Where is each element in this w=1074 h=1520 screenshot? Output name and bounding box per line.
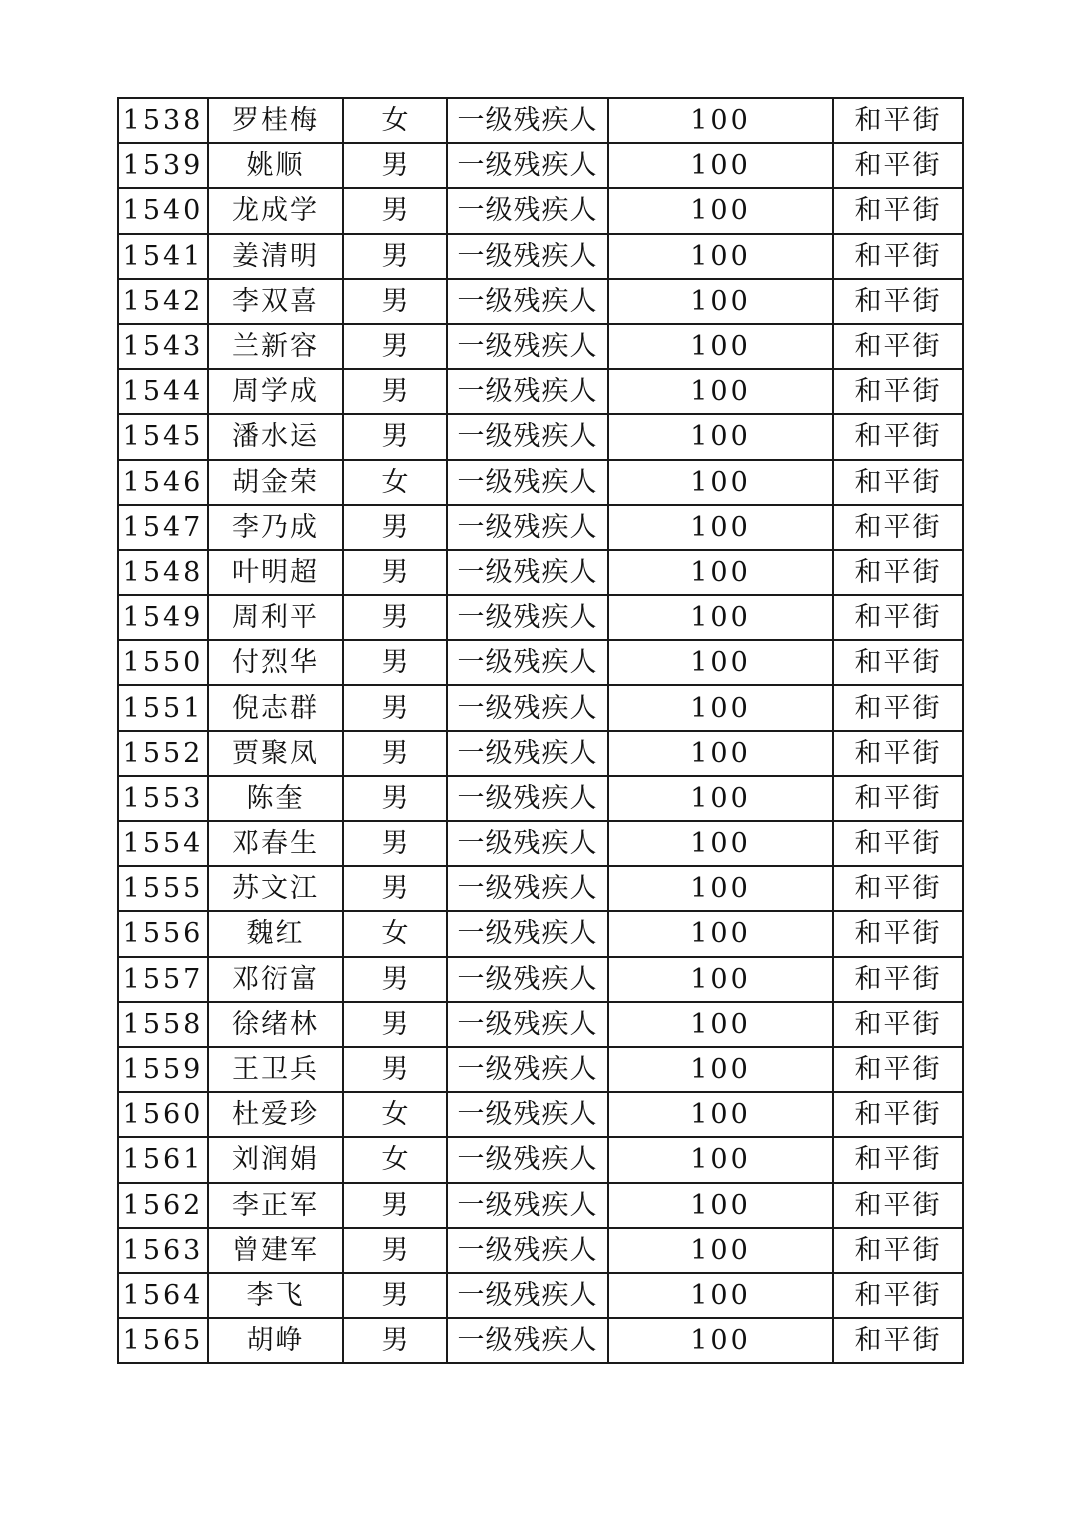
- table-row: [118, 324, 963, 369]
- disability-level-cell: 一级残疾人: [447, 866, 608, 911]
- amount-cell: 100: [608, 1002, 833, 1047]
- district-cell: 和平街: [833, 595, 963, 640]
- serial-number-cell: 1542: [118, 279, 208, 324]
- disability-level-cell: 一级残疾人: [447, 731, 608, 776]
- table-row: [118, 505, 963, 550]
- amount-cell: 100: [608, 731, 833, 776]
- disability-level-cell: 一级残疾人: [447, 550, 608, 595]
- table-row: [118, 1318, 963, 1363]
- serial-number-cell: 1563: [118, 1228, 208, 1273]
- name-cell: 兰新容: [208, 324, 343, 369]
- table-row: [118, 911, 963, 956]
- table-row: [118, 731, 963, 776]
- amount-cell: 100: [608, 821, 833, 866]
- disability-level-cell: 一级残疾人: [447, 911, 608, 956]
- district-cell: 和平街: [833, 234, 963, 279]
- gender-cell: 女: [343, 911, 447, 956]
- table-row: [118, 595, 963, 640]
- gender-cell: 男: [343, 324, 447, 369]
- table-row: [118, 1137, 963, 1182]
- serial-number-cell: 1558: [118, 1002, 208, 1047]
- serial-number-cell: 1547: [118, 505, 208, 550]
- disability-level-cell: 一级残疾人: [447, 595, 608, 640]
- disability-level-cell: 一级残疾人: [447, 1273, 608, 1318]
- serial-number-cell: 1551: [118, 685, 208, 730]
- amount-cell: 100: [608, 1137, 833, 1182]
- name-cell: 龙成学: [208, 188, 343, 233]
- district-cell: 和平街: [833, 460, 963, 505]
- serial-number-cell: 1546: [118, 460, 208, 505]
- district-cell: 和平街: [833, 324, 963, 369]
- gender-cell: 男: [343, 866, 447, 911]
- amount-cell: 100: [608, 188, 833, 233]
- table-row: [118, 776, 963, 821]
- name-cell: 倪志群: [208, 685, 343, 730]
- amount-cell: 100: [608, 143, 833, 188]
- amount-cell: 100: [608, 1047, 833, 1092]
- gender-cell: 男: [343, 1002, 447, 1047]
- district-cell: 和平街: [833, 505, 963, 550]
- serial-number-cell: 1550: [118, 640, 208, 685]
- table-row: [118, 550, 963, 595]
- name-cell: 王卫兵: [208, 1047, 343, 1092]
- district-cell: 和平街: [833, 640, 963, 685]
- amount-cell: 100: [608, 550, 833, 595]
- disability-level-cell: 一级残疾人: [447, 98, 608, 143]
- disability-level-cell: 一级残疾人: [447, 279, 608, 324]
- amount-cell: 100: [608, 1228, 833, 1273]
- gender-cell: 男: [343, 1318, 447, 1363]
- serial-number-cell: 1559: [118, 1047, 208, 1092]
- serial-number-cell: 1552: [118, 731, 208, 776]
- district-cell: 和平街: [833, 98, 963, 143]
- serial-number-cell: 1538: [118, 98, 208, 143]
- gender-cell: 男: [343, 776, 447, 821]
- gender-cell: 女: [343, 1092, 447, 1137]
- name-cell: 李乃成: [208, 505, 343, 550]
- roster-table: [117, 97, 964, 1364]
- name-cell: 苏文江: [208, 866, 343, 911]
- district-cell: 和平街: [833, 550, 963, 595]
- disability-level-cell: 一级残疾人: [447, 143, 608, 188]
- disability-level-cell: 一级残疾人: [447, 1002, 608, 1047]
- serial-number-cell: 1540: [118, 188, 208, 233]
- name-cell: 胡金荣: [208, 460, 343, 505]
- amount-cell: 100: [608, 1092, 833, 1137]
- gender-cell: 男: [343, 957, 447, 1002]
- disability-level-cell: 一级残疾人: [447, 821, 608, 866]
- amount-cell: 100: [608, 279, 833, 324]
- name-cell: 付烈华: [208, 640, 343, 685]
- disability-level-cell: 一级残疾人: [447, 1047, 608, 1092]
- name-cell: 胡峥: [208, 1318, 343, 1363]
- name-cell: 周利平: [208, 595, 343, 640]
- gender-cell: 男: [343, 505, 447, 550]
- gender-cell: 男: [343, 188, 447, 233]
- name-cell: 刘润娟: [208, 1137, 343, 1182]
- disability-level-cell: 一级残疾人: [447, 414, 608, 459]
- serial-number-cell: 1560: [118, 1092, 208, 1137]
- disability-level-cell: 一级残疾人: [447, 957, 608, 1002]
- gender-cell: 男: [343, 821, 447, 866]
- disability-level-cell: 一级残疾人: [447, 505, 608, 550]
- name-cell: 魏红: [208, 911, 343, 956]
- amount-cell: 100: [608, 640, 833, 685]
- district-cell: 和平街: [833, 776, 963, 821]
- name-cell: 姜清明: [208, 234, 343, 279]
- name-cell: 贾聚凤: [208, 731, 343, 776]
- amount-cell: 100: [608, 460, 833, 505]
- name-cell: 李飞: [208, 1273, 343, 1318]
- disability-level-cell: 一级残疾人: [447, 776, 608, 821]
- serial-number-cell: 1555: [118, 866, 208, 911]
- name-cell: 李双喜: [208, 279, 343, 324]
- disability-level-cell: 一级残疾人: [447, 1318, 608, 1363]
- table-row: [118, 1002, 963, 1047]
- gender-cell: 男: [343, 731, 447, 776]
- gender-cell: 男: [343, 550, 447, 595]
- gender-cell: 男: [343, 1183, 447, 1228]
- table-row: [118, 685, 963, 730]
- district-cell: 和平街: [833, 1047, 963, 1092]
- name-cell: 徐绪林: [208, 1002, 343, 1047]
- table-row: [118, 957, 963, 1002]
- amount-cell: 100: [608, 911, 833, 956]
- table-row: [118, 866, 963, 911]
- district-cell: 和平街: [833, 369, 963, 414]
- serial-number-cell: 1556: [118, 911, 208, 956]
- serial-number-cell: 1553: [118, 776, 208, 821]
- table-row: [118, 414, 963, 459]
- roster-table-body: [118, 98, 963, 1363]
- gender-cell: 男: [343, 1228, 447, 1273]
- serial-number-cell: 1561: [118, 1137, 208, 1182]
- name-cell: 潘水运: [208, 414, 343, 459]
- table-row: [118, 821, 963, 866]
- district-cell: 和平街: [833, 1002, 963, 1047]
- table-row: [118, 1273, 963, 1318]
- disability-level-cell: 一级残疾人: [447, 324, 608, 369]
- table-row: [118, 1183, 963, 1228]
- amount-cell: 100: [608, 866, 833, 911]
- disability-level-cell: 一级残疾人: [447, 460, 608, 505]
- table-row: [118, 143, 963, 188]
- gender-cell: 女: [343, 1137, 447, 1182]
- name-cell: 叶明超: [208, 550, 343, 595]
- name-cell: 周学成: [208, 369, 343, 414]
- serial-number-cell: 1544: [118, 369, 208, 414]
- district-cell: 和平街: [833, 1092, 963, 1137]
- name-cell: 曾建军: [208, 1228, 343, 1273]
- district-cell: 和平街: [833, 685, 963, 730]
- gender-cell: 男: [343, 595, 447, 640]
- gender-cell: 男: [343, 143, 447, 188]
- gender-cell: 女: [343, 98, 447, 143]
- disability-level-cell: 一级残疾人: [447, 1228, 608, 1273]
- amount-cell: 100: [608, 595, 833, 640]
- district-cell: 和平街: [833, 821, 963, 866]
- district-cell: 和平街: [833, 731, 963, 776]
- amount-cell: 100: [608, 324, 833, 369]
- serial-number-cell: 1548: [118, 550, 208, 595]
- table-row: [118, 640, 963, 685]
- disability-level-cell: 一级残疾人: [447, 234, 608, 279]
- name-cell: 李正军: [208, 1183, 343, 1228]
- table-row: [118, 1047, 963, 1092]
- district-cell: 和平街: [833, 911, 963, 956]
- district-cell: 和平街: [833, 1273, 963, 1318]
- disability-level-cell: 一级残疾人: [447, 685, 608, 730]
- amount-cell: 100: [608, 1318, 833, 1363]
- gender-cell: 男: [343, 1273, 447, 1318]
- disability-level-cell: 一级残疾人: [447, 188, 608, 233]
- disability-level-cell: 一级残疾人: [447, 1137, 608, 1182]
- table-row: [118, 98, 963, 143]
- disability-level-cell: 一级残疾人: [447, 1092, 608, 1137]
- gender-cell: 男: [343, 640, 447, 685]
- amount-cell: 100: [608, 1183, 833, 1228]
- amount-cell: 100: [608, 234, 833, 279]
- amount-cell: 100: [608, 1273, 833, 1318]
- name-cell: 罗桂梅: [208, 98, 343, 143]
- table-row: [118, 1228, 963, 1273]
- gender-cell: 男: [343, 414, 447, 459]
- amount-cell: 100: [608, 776, 833, 821]
- gender-cell: 男: [343, 1047, 447, 1092]
- district-cell: 和平街: [833, 1228, 963, 1273]
- table-row: [118, 1092, 963, 1137]
- name-cell: 陈奎: [208, 776, 343, 821]
- table-row: [118, 188, 963, 233]
- gender-cell: 男: [343, 279, 447, 324]
- district-cell: 和平街: [833, 1137, 963, 1182]
- district-cell: 和平街: [833, 188, 963, 233]
- amount-cell: 100: [608, 414, 833, 459]
- disability-level-cell: 一级残疾人: [447, 640, 608, 685]
- serial-number-cell: 1545: [118, 414, 208, 459]
- serial-number-cell: 1539: [118, 143, 208, 188]
- serial-number-cell: 1541: [118, 234, 208, 279]
- district-cell: 和平街: [833, 143, 963, 188]
- table-row: [118, 279, 963, 324]
- serial-number-cell: 1554: [118, 821, 208, 866]
- serial-number-cell: 1562: [118, 1183, 208, 1228]
- district-cell: 和平街: [833, 414, 963, 459]
- name-cell: 邓春生: [208, 821, 343, 866]
- serial-number-cell: 1549: [118, 595, 208, 640]
- serial-number-cell: 1564: [118, 1273, 208, 1318]
- name-cell: 姚顺: [208, 143, 343, 188]
- amount-cell: 100: [608, 957, 833, 1002]
- amount-cell: 100: [608, 505, 833, 550]
- gender-cell: 男: [343, 685, 447, 730]
- serial-number-cell: 1565: [118, 1318, 208, 1363]
- disability-level-cell: 一级残疾人: [447, 369, 608, 414]
- gender-cell: 男: [343, 369, 447, 414]
- serial-number-cell: 1543: [118, 324, 208, 369]
- district-cell: 和平街: [833, 1183, 963, 1228]
- gender-cell: 男: [343, 234, 447, 279]
- table-row: [118, 234, 963, 279]
- district-cell: 和平街: [833, 1318, 963, 1363]
- table-row: [118, 460, 963, 505]
- gender-cell: 女: [343, 460, 447, 505]
- amount-cell: 100: [608, 369, 833, 414]
- disability-level-cell: 一级残疾人: [447, 1183, 608, 1228]
- name-cell: 杜爱珍: [208, 1092, 343, 1137]
- amount-cell: 100: [608, 685, 833, 730]
- serial-number-cell: 1557: [118, 957, 208, 1002]
- district-cell: 和平街: [833, 279, 963, 324]
- table-row: [118, 369, 963, 414]
- district-cell: 和平街: [833, 957, 963, 1002]
- district-cell: 和平街: [833, 866, 963, 911]
- name-cell: 邓衍富: [208, 957, 343, 1002]
- amount-cell: 100: [608, 98, 833, 143]
